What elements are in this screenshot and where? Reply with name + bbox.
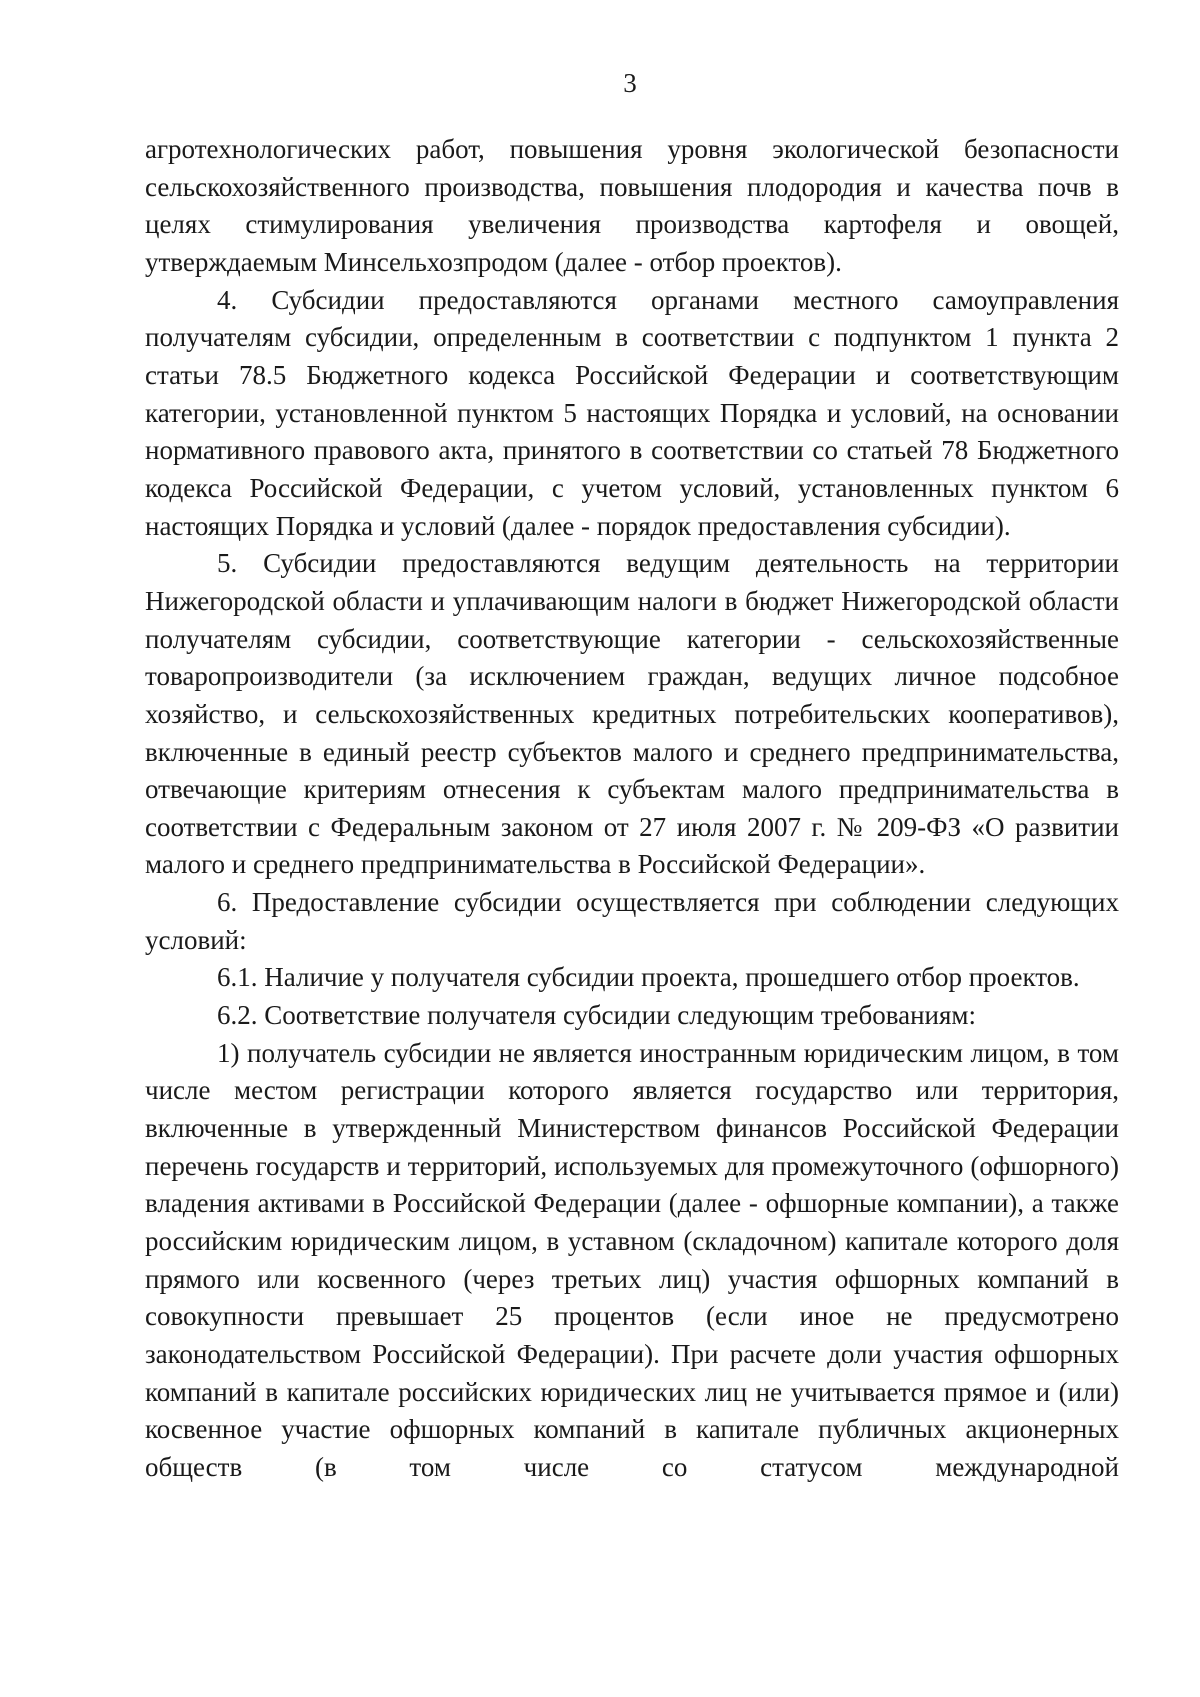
paragraph-item-6-2: 6.2. Соответствие получателя субсидии следующим требованиям: [217,1000,977,1031]
paragraph-item-6: 6. Предоставление субсидии осуществляется при соблюдении следующих условий: [145,887,1119,955]
document-body [145,131,1119,1487]
paragraph-item-6-1: 6.1. Наличие у получателя субсидии проекта, прошедшего отбор проектов. [217,962,1080,993]
paragraph-subitem-1: 1) получатель субсидии не является иностранным юридическим лицом, в том числе местом регистрации которого является государство или территория, включенные в утвержденный Министерством финансов Российской Федерации перечень государств и территорий, используемых для промежуточного (офшорного) владения активами в Российской Федерации (далее - офшорные компании), а также российским юридическим лицом, в уставном (складочном) капитале которого доля прямого или косвенного (через третьих лиц) участия офшорных компаний в совокупности превышает 25 процентов (если иное не предусмотрено законодательством Российской Федерации). При расчете доли участия офшорных компаний в капитале российских юридических лиц не учитывается прямое и (или) косвенное участие офшорных компаний в капитале публичных акционерных обществ (в том числе со статусом международной [145,1037,1119,1482]
page-number: 3 [623,68,637,98]
paragraph-item-4: 4. Субсидии предоставляются органами местного самоуправления получателям субсидии, определенным в соответствии с подпунктом 1 пункта 2 статьи 78.5 Бюджетного кодекса Российской Федерации и соответствующим категории, установленной пунктом 5 настоящих Порядка и условий, на основании нормативного правового акта, принятого в соответствии со статьей 78 Бюджетного кодекса Российской Федерации, с учетом условий, установленных пунктом 6 настоящих Порядка и условий (далее - порядок предоставления субсидии). [145,284,1119,541]
paragraph-selection-intro: агротехнологических работ, повышения уровня экологической безопасности сельскохозяйственного производства, повышения плодородия и качества почв в целях стимулирования увеличения производства картофеля и овощей, утверждаемым Минсельхозпродом (далее - отбор проектов). [145,134,1119,277]
paragraph-item-5: 5. Субсидии предоставляются ведущим деятельность на территории Нижегородской области и уплачивающим налоги в бюджет Нижегородской области получателям субсидии, соответствующие категории - сельскохозяйственные товаропроизводители (за исключением граждан, ведущих личное подсобное хозяйство, и сельскохозяйственных кредитных потребительских кооперативов), включенные в единый реестр субъектов малого и среднего предпринимательства, отвечающие критериям отнесения к субъектам малого предпринимательства в соответствии с Федеральным законом от 27 июля 2007 г. № 209-ФЗ «О развитии малого и среднего предпринимательства в Российской Федерации». [145,548,1119,880]
